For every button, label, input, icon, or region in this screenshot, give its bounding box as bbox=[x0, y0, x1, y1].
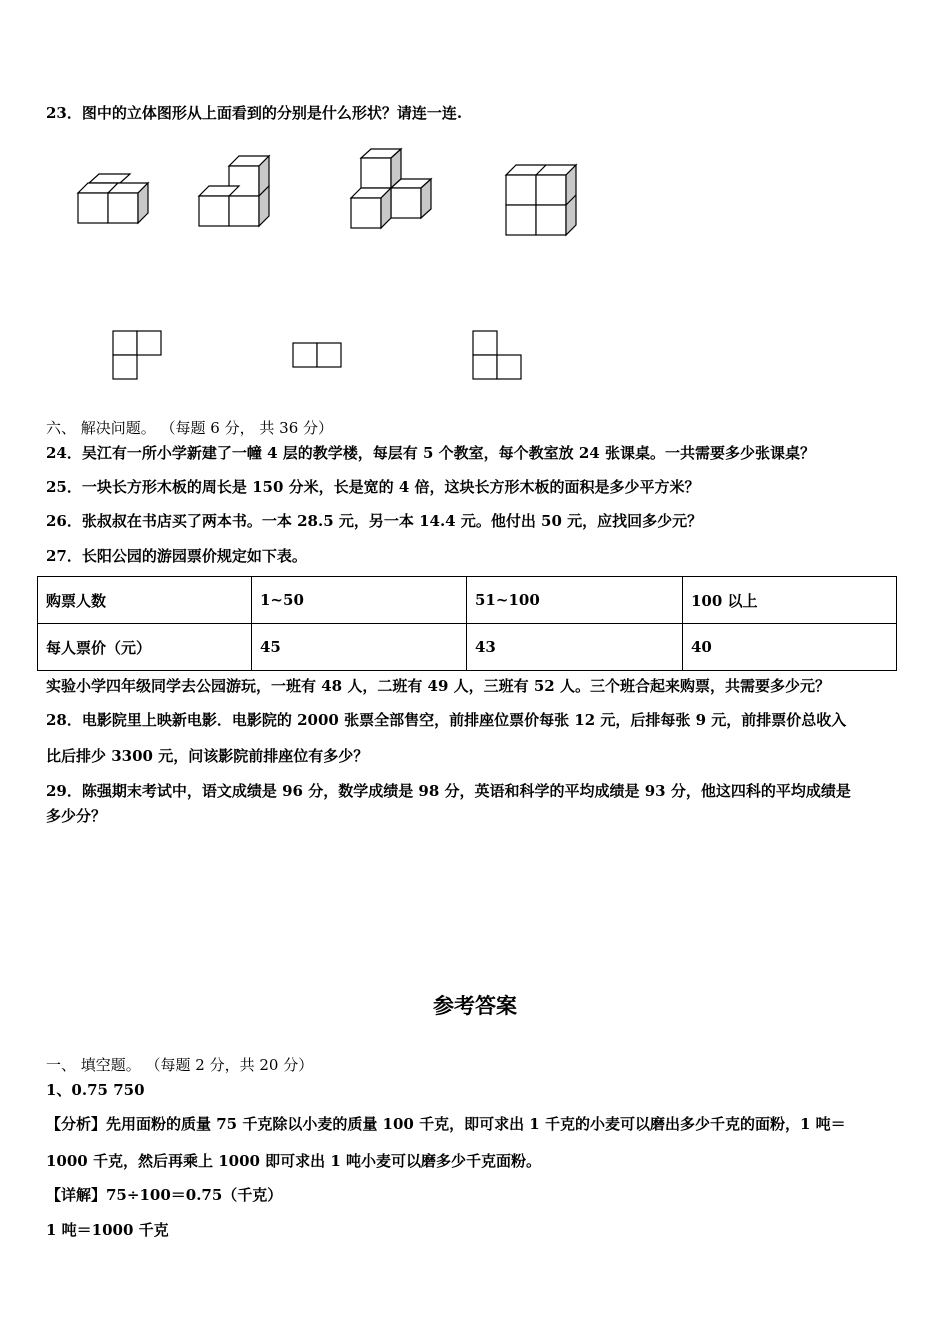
question-24: 24．吴江有一所小学新建了一幢 4 层的教学楼，每层有 5 个教室，每个教室放 24 张课桌。一共需要多少张课桌？ bbox=[46, 444, 815, 462]
question-29-line-1: 29．陈强期末考试中，语文成绩是 96 分，数学成绩是 98 分，英语和科学的平均成绩是 93 分，他这四科的平均成绩是 bbox=[46, 782, 851, 800]
table-cell: 43 bbox=[467, 624, 683, 671]
question-27-body: 实验小学四年级同学去公园游玩，一班有 48 人，二班有 49 人，三班有 52 人。三个班合起来购票，共需要多少元？ bbox=[46, 677, 830, 695]
detail-line-1: 【详解】75÷100＝0.75（千克） bbox=[46, 1186, 283, 1204]
solid-figure-2 bbox=[199, 156, 269, 226]
solid-figure-1 bbox=[78, 174, 148, 223]
table-row bbox=[38, 577, 897, 624]
question-28-line-2: 比后排少 3300 元，问该影院前排座位有多少？ bbox=[46, 747, 369, 765]
analysis-line-2: 1000 千克，然后再乘上 1000 即可求出 1 吨小麦可以磨多少千克面粉。 bbox=[46, 1152, 542, 1170]
top-view-2 bbox=[293, 343, 341, 367]
table-cell: 40 bbox=[683, 624, 897, 671]
question-29-line-2: 多少分？ bbox=[46, 807, 107, 825]
table-cell: 45 bbox=[252, 624, 467, 671]
answer-title: 参考答案 bbox=[433, 994, 517, 1018]
solid-figure-4 bbox=[506, 165, 576, 235]
analysis-line-1: 【分析】先用面粉的质量 75 千克除以小麦的质量 100 千克，即可求出 1 千克的小麦可以磨出多少千克的面粉，1 吨＝ bbox=[46, 1115, 846, 1133]
question-23: 23．图中的立体图形从上面看到的分别是什么形状？请连一连. bbox=[46, 104, 463, 122]
table-cell: 购票人数 bbox=[38, 577, 252, 624]
top-view-3 bbox=[473, 331, 521, 379]
section-1-heading: 一、 填空题。 （每题 2 分，共 20 分） bbox=[46, 1056, 314, 1074]
solid-figures bbox=[0, 0, 950, 400]
ticket-price-table bbox=[37, 576, 897, 671]
table-cell: 每人票价（元） bbox=[38, 624, 252, 671]
table-row bbox=[38, 624, 897, 671]
question-26: 26．张叔叔在书店买了两本书。一本 28.5 元，另一本 14.4 元。他付出 50 元，应找回多少元？ bbox=[46, 512, 703, 530]
question-28-line-1: 28．电影院里上映新电影．电影院的 2000 张票全部售空，前排座位票价每张 12 元，后排每张 9 元，前排票价总收入 bbox=[46, 711, 847, 729]
question-27: 27．长阳公园的游园票价规定如下表。 bbox=[46, 547, 307, 565]
question-25: 25．一块长方形木板的周长是 150 分米，长是宽的 4 倍，这块长方形木板的面积是多少平方米？ bbox=[46, 478, 700, 496]
table-cell: 100 以上 bbox=[683, 577, 897, 624]
section-6-heading: 六、 解决问题。 （每题 6 分， 共 36 分） bbox=[46, 419, 334, 437]
answer-1: 1、0.75 750 bbox=[46, 1081, 145, 1099]
table-cell: 51~100 bbox=[467, 577, 683, 624]
table-cell: 1~50 bbox=[252, 577, 467, 624]
detail-line-2: 1 吨＝1000 千克 bbox=[46, 1221, 169, 1239]
top-view-1 bbox=[113, 331, 161, 379]
solid-figure-3 bbox=[351, 149, 431, 228]
